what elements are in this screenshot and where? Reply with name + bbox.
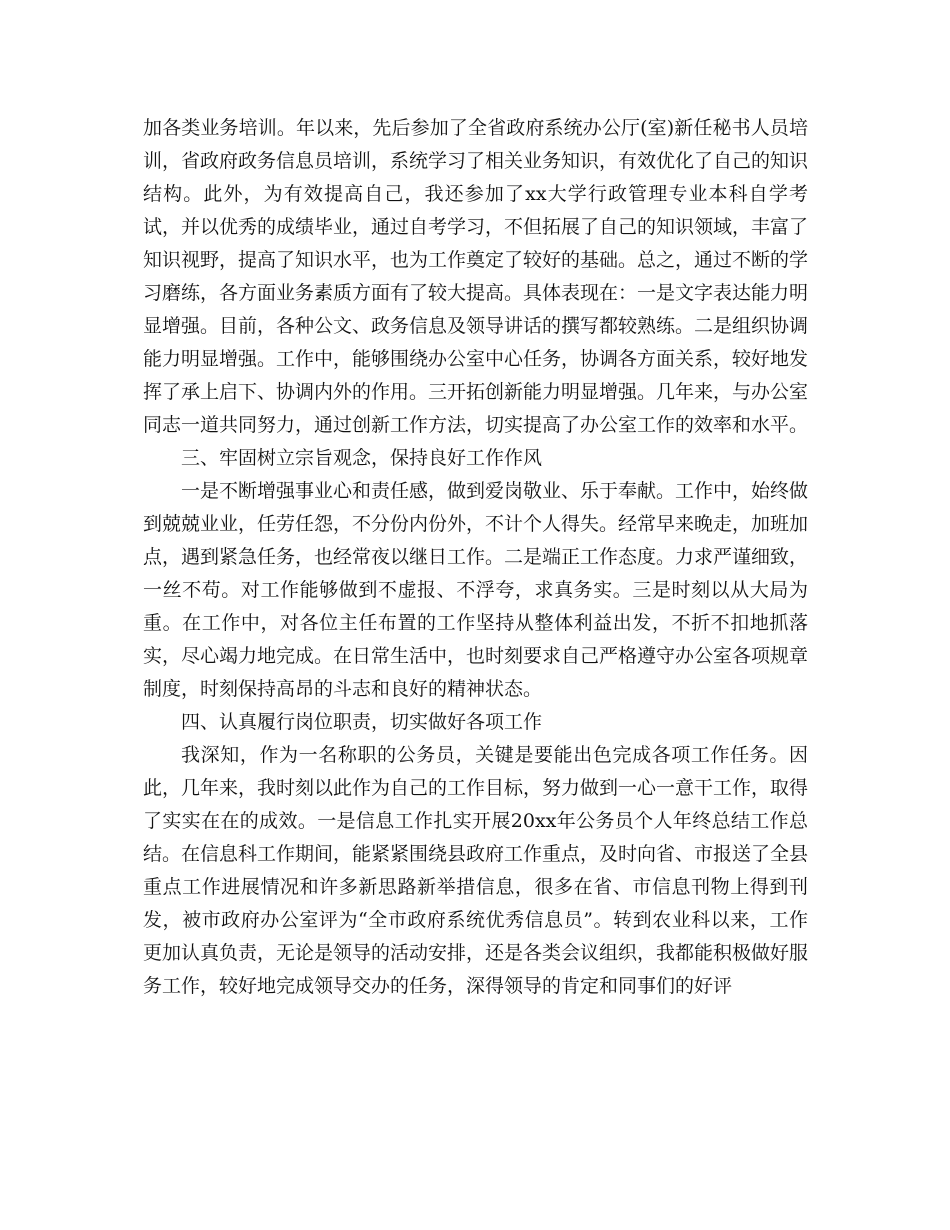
section-heading-4: 四、认真履行岗位职责，切实做好各项工作 — [181, 711, 543, 733]
paragraph-work-style: 一是不断增强事业心和责任感，做到爱岗敬业、乐于奉献。工作中，始终做到兢兢业业，任劳任怨，不分份内份外，不计个人得失。经常早来晚走，加班加点，遇到紧急任务，也经常夜以继日工作。二是端正工作态度。力求严谨细致，一丝不苟。对工作能够做到不虚报、不浮夸，求真务实。三是时刻以从大局为重。在工作中，对各位主任布置的工作坚持从整体利益出发，不折不扣地抓落实，尽心竭力地完成。在日常生活中，也时刻要求自己严格遵守办公室各项规章制度，时刻保持高昂的斗志和良好的精神状态。 — [143, 480, 809, 700]
section-heading-3: 三、牢固树立宗旨观念，保持良好工作作风 — [181, 447, 543, 469]
paragraph-duties: 我深知，作为一名称职的公务员，关键是要能出色完成各项工作任务。因此，几年来，我时刻以此作为自己的工作目标，努力做到一心一意干工作，取得了实实在在的成效。一是信息工作扎实开展20xx年公务员个人年终总结工作总结。在信息科工作期间，能紧紧围绕县政府工作重点，及时向省、市报送了全县重点工作进展情况和许多新思路新举措信息，很多在省、市信息刊物上得到刊发，被市政府办公室评为“全市政府系统优秀信息员”。转到农业科以来，工作更加认真负责，无论是领导的活动安排，还是各类会议组织，我都能积极做好服务工作，较好地完成领导交办的任务，深得领导的肯定和同事们的好评 — [143, 744, 809, 997]
paragraph-training: 加各类业务培训。年以来，先后参加了全省政府系统办公厅(室)新任秘书人员培训，省政府政务信息员培训，系统学习了相关业务知识，有效优化了自己的知识结构。此外，为有效提高自己，我还参加了xx大学行政管理专业本科自学考试，并以优秀的成绩毕业，通过自考学习，不但拓展了自己的知识领域，丰富了知识视野，提高了知识水平，也为工作奠定了较好的基础。总之，通过不断的学习磨练，各方面业务素质方面有了较大提高。具体表现在：一是文字表达能力明显增强。目前，各种公文、政务信息及领导讲话的撰写都较熟练。二是组织协调能力明显增强。工作中，能够围绕办公室中心任务，协调各方面关系，较好地发挥了承上启下、协调内外的作用。三开拓创新能力明显增强。几年来，与办公室同志一道共同努力，通过创新工作方法，切实提高了办公室工作的效率和水平。 — [143, 117, 809, 436]
document-body — [143, 112, 808, 1003]
